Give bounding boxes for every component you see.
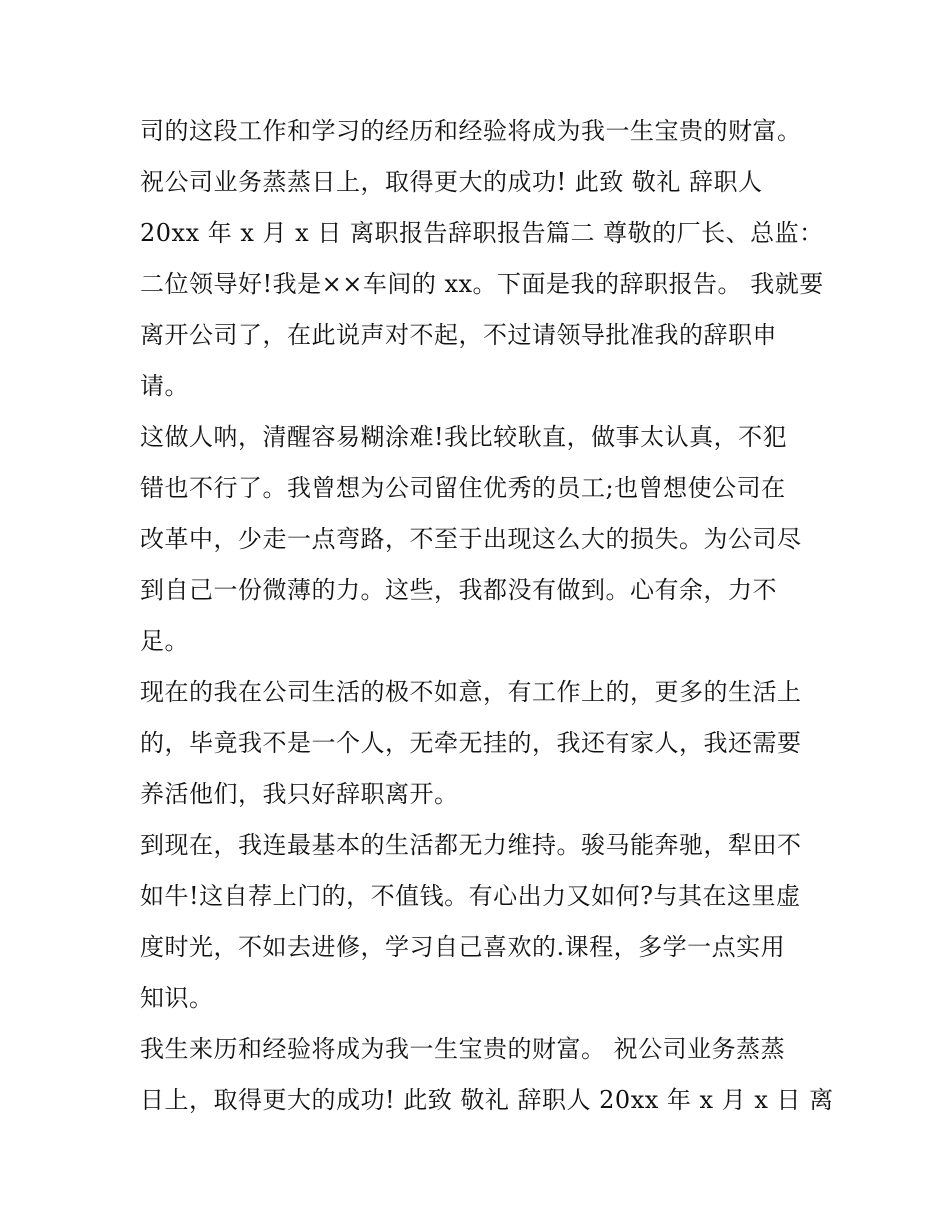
- text-line: 司的这段工作和学习的经历和经验将成为我一生宝贵的财富。: [140, 117, 802, 145]
- text-line: 如牛!这自荐上门的，不值钱。有心出力又如何?与其在这里虚: [140, 882, 801, 910]
- text-line: 到自己一份微薄的力。这些，我都没有做到。心有余，力不: [140, 576, 777, 604]
- text-line: 二位领导好!我是××车间的 xx。下面是我的辞职报告。 我就要: [140, 270, 824, 298]
- text-line: 知识。: [140, 984, 214, 1012]
- text-line: 请。: [140, 372, 189, 400]
- text-line: 的，毕竟我不是一个人，无牵无挂的，我还有家人，我还需要: [140, 729, 802, 757]
- text-line: 养活他们，我只好辞职离开。: [140, 780, 459, 808]
- text-line: 足。: [140, 627, 189, 655]
- text-line: 到现在，我连最基本的生活都无力维持。骏马能奔驰，犁田不: [140, 831, 802, 859]
- text-line: 离开公司了，在此说声对不起，不过请领导批准我的辞职申: [140, 321, 777, 349]
- text-line: 度时光，不如去进修，学习自己喜欢的.课程，多学一点实用: [140, 933, 786, 961]
- text-line: 20xx 年 x 月 x 日 离职报告辞职报告篇二 尊敬的厂长、总监：: [140, 219, 824, 247]
- text-line: 现在的我在公司生活的极不如意，有工作上的，更多的生活上: [140, 678, 802, 706]
- text-line: 日上，取得更大的成功! 此致 敬礼 辞职人 20xx 年 x 月 x 日 离: [140, 1086, 834, 1114]
- text-line: 祝公司业务蒸蒸日上，取得更大的成功! 此致 敬礼 辞职人: [140, 168, 763, 196]
- text-line: 我生来历和经验将成为我一生宝贵的财富。 祝公司业务蒸蒸: [140, 1035, 786, 1063]
- text-line: 错也不行了。我曾想为公司留住优秀的员工;也曾想使公司在: [140, 474, 786, 502]
- text-line: 改革中，少走一点弯路，不至于出现这么大的损失。为公司尽: [140, 525, 802, 553]
- document-body: [140, 106, 834, 1126]
- text-line: 这做人呐，清醒容易糊涂难!我比较耿直，做事太认真，不犯: [140, 423, 788, 451]
